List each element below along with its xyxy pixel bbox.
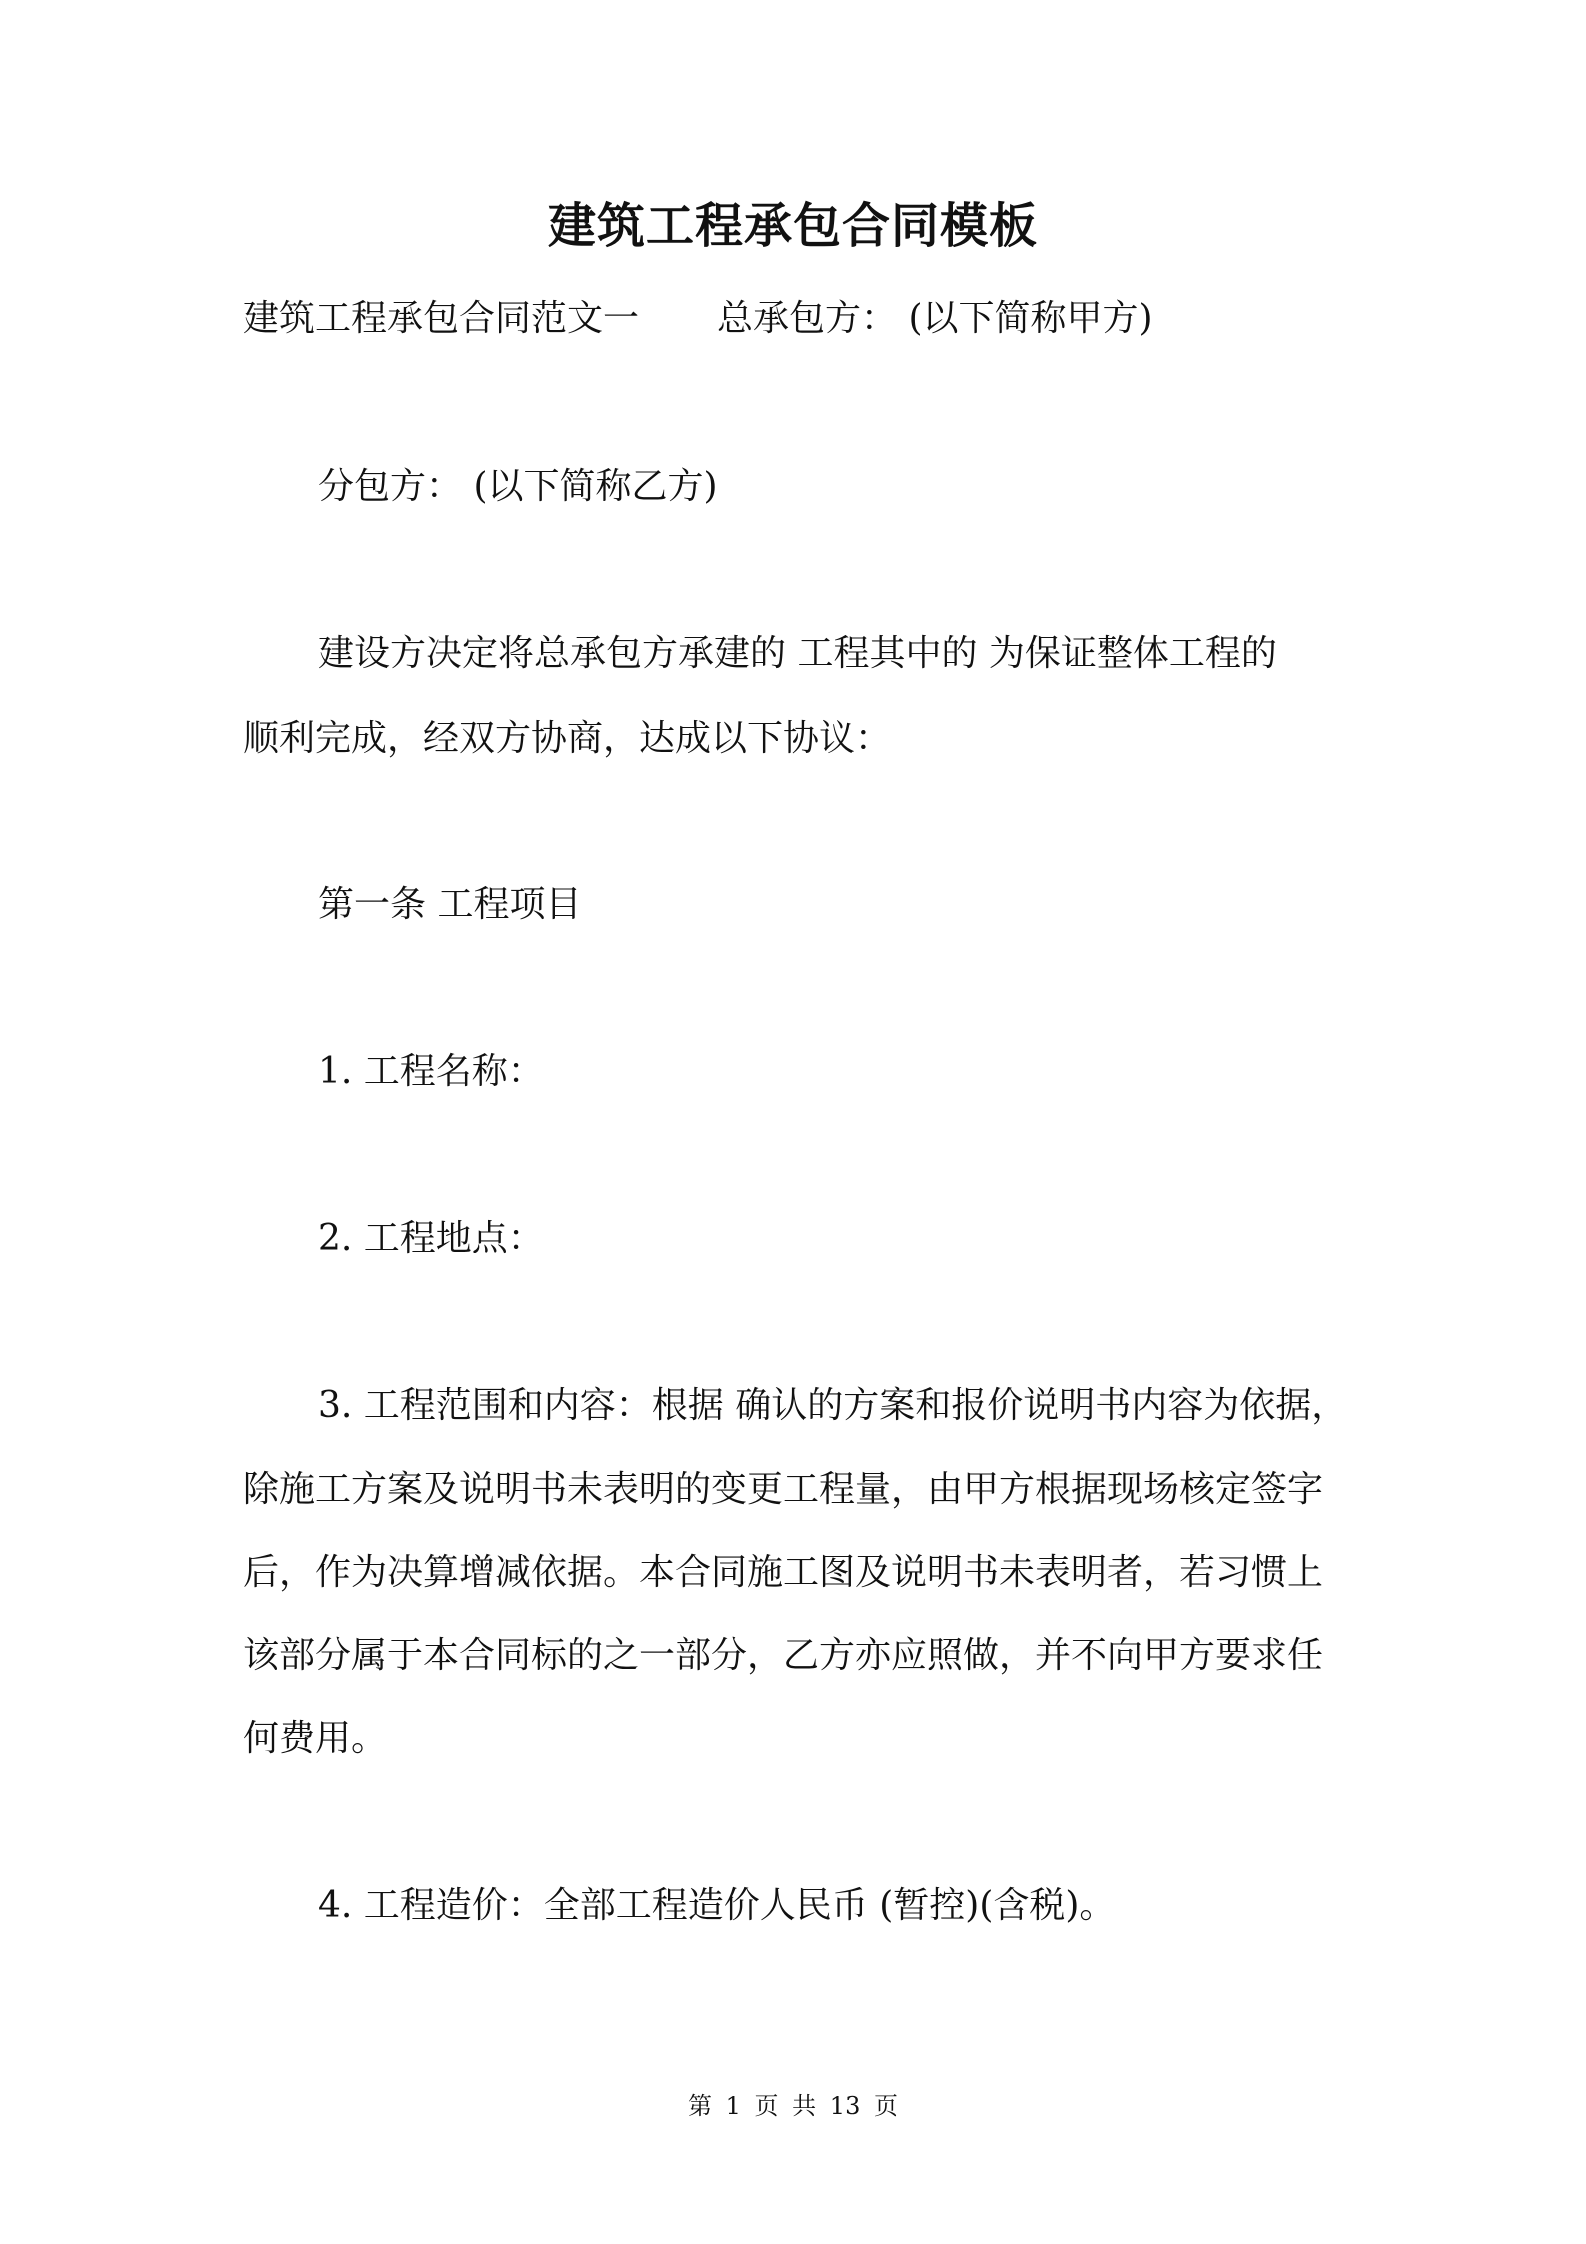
item-3-line-3: 后，作为决算增减依据。本合同施工图及说明书未表明者，若习惯上 — [243, 1552, 1324, 1593]
item-4-project-cost: 4. 工程造价：全部工程造价人民币 (暂控)(含税)。 — [318, 1885, 1116, 1926]
document-title: 建筑工程承包合同模板 — [547, 198, 1038, 254]
item-3-line-1: 3. 工程范围和内容：根据 确认的方案和报价说明书内容为依据， — [318, 1385, 1348, 1426]
item-2-project-location: 2. 工程地点： — [318, 1218, 544, 1259]
intro-line — [243, 293, 1153, 345]
page-number-footer: 第 1 页 共 13 页 — [688, 2092, 898, 2120]
preamble-line-2: 顺利完成，经双方协商，达成以下协议： — [243, 718, 892, 759]
item-3-line-4: 该部分属于本合同标的之一部分，乙方亦应照做，并不向甲方要求任 — [243, 1635, 1324, 1676]
article-1-heading: 第一条 工程项目 — [318, 884, 582, 925]
item-1-project-name: 1. 工程名称： — [318, 1051, 544, 1092]
item-3-line-5: 何费用。 — [243, 1718, 388, 1759]
intro-left-text: 建筑工程承包合同范文一 — [243, 298, 640, 339]
preamble-line-1: 建设方决定将总承包方承建的 工程其中的 为保证整体工程的 — [318, 633, 1277, 674]
item-3-line-2: 除施工方案及说明书未表明的变更工程量，由甲方根据现场核定签字 — [243, 1469, 1324, 1510]
general-contractor-label: 总承包方： (以下简称甲方) — [717, 298, 1153, 339]
subcontractor-line: 分包方： (以下简称乙方) — [318, 466, 718, 507]
